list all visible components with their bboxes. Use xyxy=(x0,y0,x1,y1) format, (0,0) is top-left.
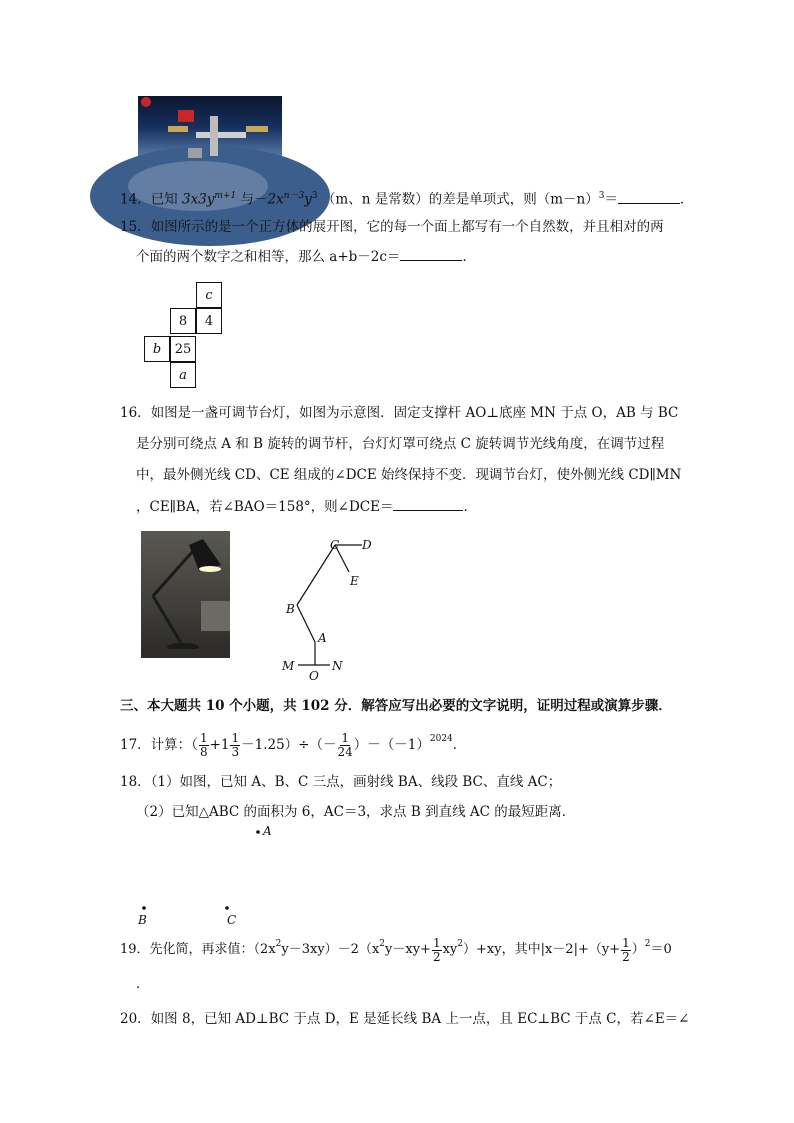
point-B xyxy=(142,906,146,910)
lamp-schematic-diagram xyxy=(276,532,386,684)
space-station-graphic xyxy=(138,96,282,174)
points-abc-figure xyxy=(130,820,272,930)
question-20: 20．如图 8，已知 AD⊥BC 于点 D，E 是延长线 BA 上一点，且 EC⊥BC 于点 C，若∠E＝∠ xyxy=(120,1011,690,1027)
fraction-1-2-a: $\frac{1}{2}$ xyxy=(432,935,441,964)
fraction-1-8: $\frac{1}{8}$ xyxy=(199,730,208,759)
q20-number: 20． xyxy=(120,1011,151,1027)
point-A xyxy=(256,830,260,834)
q18-number: 18． xyxy=(120,774,151,790)
label-point-C: C xyxy=(227,913,237,927)
rod-ab xyxy=(297,605,315,642)
question-15-line2: 个面的两个数字之和相等，那么 a+b－2c＝ ． xyxy=(136,249,476,265)
answer-blank[interactable] xyxy=(400,248,462,261)
cube-face-c: c xyxy=(196,282,222,308)
desk-lamp-photo xyxy=(141,531,230,658)
question-16-line1: 16．如图是一盏可调节台灯，如图为示意图．固定支撑杆 AO⊥底座 MN 于点 O，AB 与 BC xyxy=(120,405,679,421)
answer-blank[interactable] xyxy=(393,498,463,511)
cube-face-4: 4 xyxy=(196,308,222,334)
q14-number: 14． xyxy=(120,191,151,208)
question-16-line2: 是分别可绕点 A 和 B 旋转的调节杆，台灯灯罩可绕点 C 旋转调节光线角度，在调节过程 xyxy=(136,436,665,452)
label-A: A xyxy=(318,631,327,645)
question-18-line2: （2）已知△ABC 的面积为 6，AC＝3，求点 B 到直线 AC 的最短距离． xyxy=(136,804,576,820)
label-B: B xyxy=(286,602,295,616)
desk-lamp-graphic xyxy=(141,531,230,658)
question-16-line4: ，CE∥BA，若∠BAO＝158°，则∠DCE＝ ． xyxy=(136,499,477,515)
label-point-A: A xyxy=(263,824,272,838)
cube-face-25: 25 xyxy=(170,336,196,362)
fraction-1-3: $\frac{1}{3}$ xyxy=(231,730,240,759)
question-14: 14．已知 $3x3y^{m+1}$ 与$-2x^{n-3}y^3$ （m、n 是常数）的差是单项式，则$(m-n)^3=$ ． xyxy=(120,191,694,208)
space-station-photo xyxy=(138,96,282,174)
fraction-1-2-b: $\frac{1}{2}$ xyxy=(622,935,630,964)
question-16-line3: 中，最外侧光线 CD、CE 组成的∠DCE 始终保持不变．现调节台灯，使外侧光线 CD∥MN xyxy=(136,467,682,483)
cube-face-b: b xyxy=(144,336,170,362)
question-19: 19． 先化简，再求值：（2x $^2$ y－3xy）－2（x $^2$ y－xy+ $\frac{1}{2}$ xy $^2$ ）+xy，其中|x－2|+（y+ $\frac{1}{2}$ ） $^2$ ＝0 xyxy=(120,935,672,964)
answer-blank[interactable] xyxy=(618,191,680,204)
rod-bc xyxy=(297,545,335,605)
question-19-dot: ． xyxy=(136,976,150,992)
label-E: E xyxy=(350,574,359,588)
label-O: O xyxy=(309,669,319,683)
label-D: D xyxy=(362,538,372,552)
section-3-header: 三、本大题共 10 个小题，共 102 分．解答应写出必要的文字说明，证明过程或演算步骤． xyxy=(120,698,672,714)
fraction-1-24: $\frac{1}{24}$ xyxy=(337,730,353,759)
question-17: 17． 计算：（ $\frac{1}{8}$ +1 $\frac{1}{3}$ －1.25）÷（－ $\frac{1}{24}$ ）－（－1） $^{2024}$ ． xyxy=(120,730,467,759)
label-N: N xyxy=(332,659,343,673)
question-18-line1: 18．（1）如图，已知 A、B、C 三点，画射线 BA、线段 BC、直线 AC； xyxy=(120,774,562,790)
question-15-line1: 15．如图所示的是一个正方体的展开图，它的每一个面上都写有一个自然数，并且相对的两 xyxy=(120,219,664,235)
q15-number: 15． xyxy=(120,219,151,235)
q19-number: 19． xyxy=(120,942,150,957)
q16-number: 16． xyxy=(120,405,151,421)
label-C: C xyxy=(330,538,340,552)
cube-face-a: a xyxy=(170,362,196,388)
label-M: M xyxy=(282,659,295,673)
q17-number: 17． xyxy=(120,737,151,753)
cube-face-8: 8 xyxy=(170,308,196,334)
point-C xyxy=(225,906,229,910)
label-point-B: B xyxy=(138,913,147,927)
